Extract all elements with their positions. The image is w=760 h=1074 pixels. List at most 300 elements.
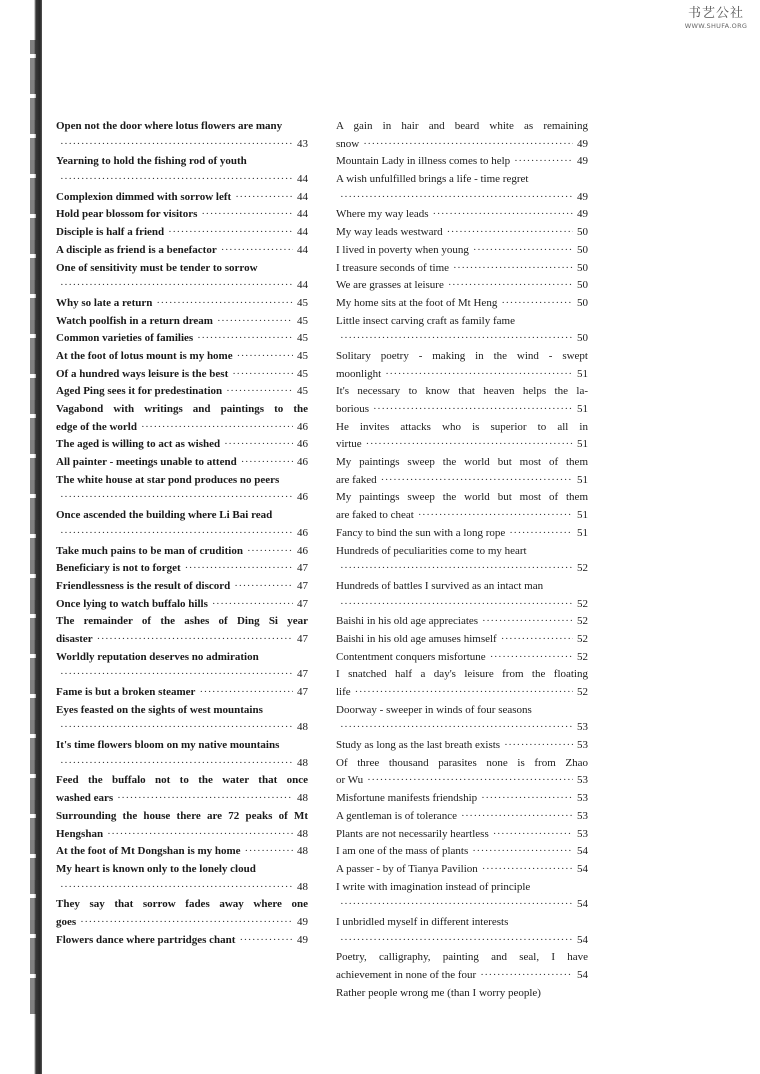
- toc-page-number: 45: [297, 314, 308, 327]
- toc-page-number: 46: [297, 420, 308, 433]
- toc-entry-line: [56, 206, 308, 224]
- toc-page-number: 48: [297, 792, 308, 805]
- toc-entry: [56, 454, 308, 472]
- toc-dot-leader: [381, 472, 573, 490]
- toc-entry-line: [336, 790, 588, 808]
- toc-entry-title: Plants are not necessarily heartless: [336, 827, 489, 840]
- toc-page-number: 44: [297, 279, 308, 292]
- toc-page-number: 45: [297, 349, 308, 362]
- toc-entry-title: Common varieties of families: [56, 332, 194, 345]
- toc-entry-line: [56, 596, 308, 614]
- toc-dot-leader: [340, 330, 573, 348]
- toc-page-number: 50: [577, 243, 588, 256]
- toc-entry-title: Disciple is half a friend: [56, 226, 165, 239]
- toc-dot-leader: [490, 649, 573, 667]
- toc-dot-leader: [447, 224, 573, 242]
- toc-entry-title: Once lying to watch buffalo hills: [56, 597, 208, 610]
- toc-dot-leader: [197, 330, 293, 348]
- toc-entry-line: [56, 313, 308, 331]
- toc-entry-line: [56, 436, 308, 454]
- toc-entry: [336, 153, 588, 171]
- toc-page-number: 51: [577, 509, 588, 522]
- toc-dot-leader: [355, 684, 573, 702]
- toc-entry: [336, 206, 588, 224]
- toc-dot-leader: [482, 613, 573, 631]
- toc-entry: [56, 772, 308, 807]
- toc-entry: [336, 260, 588, 278]
- toc-page-number: 49: [297, 915, 308, 928]
- toc-entry-line: [56, 454, 308, 472]
- toc-entry: [56, 189, 308, 207]
- toc-page-number: 45: [297, 296, 308, 309]
- toc-dot-leader: [234, 578, 293, 596]
- toc-entry-title-line: Worldly reputation deserves no admiration: [56, 650, 259, 663]
- toc-dot-leader: [340, 189, 573, 207]
- toc-page-number: 46: [297, 544, 308, 557]
- toc-entry: [56, 472, 308, 507]
- toc-page-number: 53: [577, 739, 588, 752]
- toc-entry-line: [336, 684, 588, 702]
- toc-dot-leader: [117, 790, 293, 808]
- toc-entry-title-line: They say that sorrow fades away where one: [56, 898, 308, 911]
- toc-page-number: 53: [577, 792, 588, 805]
- toc-entry-title: Hengshan: [56, 827, 104, 840]
- toc-entry: [56, 295, 308, 313]
- toc-dot-leader: [60, 755, 293, 773]
- toc-dot-leader: [60, 719, 293, 737]
- toc-entry-title-line: The white house at star pond produces no peers: [56, 473, 280, 486]
- toc-entry-title: disaster: [56, 632, 93, 645]
- toc-entry-title: Take much pains to be man of crudition: [56, 544, 243, 557]
- toc-entry: [56, 737, 308, 772]
- toc-dot-leader: [239, 932, 293, 950]
- toc-entry: [336, 985, 588, 1003]
- toc-dot-leader: [60, 879, 293, 897]
- toc-entry-line: [56, 843, 308, 861]
- toc-entry: [336, 489, 588, 524]
- toc-entry-title-line: A gain in hair and beard white as remaining: [336, 120, 588, 132]
- toc-entry-line: [56, 755, 308, 773]
- toc-entry-line: [336, 525, 588, 543]
- toc-entry: [336, 808, 588, 826]
- toc-entry-title: or Wu: [336, 774, 364, 787]
- toc-entry-title-line: Eyes feasted on the sights of west mountains: [56, 703, 263, 716]
- toc-entry-title: My home sits at the foot of Mt Heng: [336, 296, 498, 309]
- toc-entry-line: [56, 366, 308, 384]
- toc-entry-title-line: A wish unfulfilled brings a life - time regret: [336, 173, 529, 186]
- toc-page-number: 51: [577, 438, 588, 451]
- toc-entry: [336, 295, 588, 313]
- toc-dot-leader: [366, 436, 573, 454]
- toc-entry: [336, 702, 588, 737]
- toc-dot-leader: [185, 560, 293, 578]
- toc-entry: [336, 525, 588, 543]
- toc-entry: [56, 330, 308, 348]
- toc-entry-title: The aged is willing to act as wished: [56, 438, 221, 451]
- toc-dot-leader: [340, 932, 573, 950]
- toc-entry-line: [56, 136, 308, 154]
- toc-entry: [336, 790, 588, 808]
- toc-entry: [336, 861, 588, 879]
- toc-entry: [56, 436, 308, 454]
- toc-entry-line: [336, 242, 588, 260]
- toc-entry-line: [56, 543, 308, 561]
- toc-page-number: 48: [297, 880, 308, 893]
- toc-entry-title: Fancy to bind the sun with a long rope: [336, 526, 506, 539]
- toc-entry: [56, 613, 308, 648]
- toc-page-number: 52: [577, 562, 588, 575]
- toc-entry: [56, 242, 308, 260]
- toc-entry-line: [56, 189, 308, 207]
- toc-entry-title: Study as long as the last breath exists: [336, 739, 501, 752]
- toc-entry-line: [56, 914, 308, 932]
- toc-page-number: 45: [297, 385, 308, 398]
- toc-entry-line: [336, 596, 588, 614]
- toc-entry: [56, 932, 308, 950]
- toc-entry-title: A passer - by of Tianya Pavilion: [336, 862, 478, 875]
- toc-entry: [336, 949, 588, 984]
- toc-entry-title-line: The remainder of the ashes of Ding Si year: [56, 615, 308, 628]
- toc-entry-line: [56, 224, 308, 242]
- toc-page-number: 53: [577, 809, 588, 822]
- toc-dot-leader: [472, 843, 573, 861]
- toc-page-number: 52: [577, 632, 588, 645]
- toc-dot-leader: [247, 543, 293, 561]
- toc-dot-leader: [501, 295, 573, 313]
- toc-entry-title: Complexion dimmed with sorrow left: [56, 190, 232, 203]
- toc-page-number: 46: [297, 456, 308, 469]
- toc-entry-line: [336, 896, 588, 914]
- toc-page-number: 48: [297, 827, 308, 840]
- scan-binding-edge: [0, 0, 42, 1074]
- toc-dot-leader: [60, 277, 293, 295]
- toc-dot-leader: [60, 136, 293, 154]
- toc-dot-leader: [340, 896, 573, 914]
- toc-entry-title: Contentment conquers misfortune: [336, 650, 486, 663]
- toc-entry-line: [56, 826, 308, 844]
- toc-dot-leader: [237, 348, 293, 366]
- toc-entry-title-line: Vagabond with writings and paintings to the: [56, 403, 308, 415]
- toc-page-number: 48: [297, 756, 308, 769]
- toc-dot-leader: [481, 790, 573, 808]
- toc-entry: [336, 737, 588, 755]
- toc-page-number: 44: [297, 173, 308, 186]
- toc-entry-title: borious: [336, 403, 369, 415]
- toc-page-number: 49: [577, 155, 588, 168]
- toc-page-number: 48: [297, 845, 308, 858]
- toc-entry-line: [336, 808, 588, 826]
- toc-entry-title: At the foot of lotus mount is my home: [56, 349, 233, 362]
- toc-entry-line: [336, 224, 588, 242]
- toc-page-number: 50: [577, 279, 588, 292]
- toc-entry-title: achievement in none of the four: [336, 969, 477, 981]
- toc-entry-line: [56, 242, 308, 260]
- toc-dot-leader: [241, 454, 293, 472]
- toc-entry-title-line: Hundreds of peculiarities come to my heart: [336, 544, 527, 557]
- toc-entry: [56, 401, 308, 436]
- toc-page-number: 46: [297, 491, 308, 504]
- toc-entry-title: We are grasses at leisure: [336, 279, 444, 292]
- toc-entry-title: Misfortune manifests friendship: [336, 792, 478, 805]
- toc-dot-leader: [221, 242, 293, 260]
- toc-dot-leader: [385, 366, 573, 384]
- toc-dot-leader: [514, 153, 573, 171]
- toc-page-number: 51: [577, 526, 588, 539]
- toc-entry: [56, 808, 308, 843]
- toc-entry-title-line: My paintings sweep the world but most of them: [336, 491, 588, 504]
- toc-entry-title: moonlight: [336, 367, 382, 380]
- toc-entry-line: [336, 985, 588, 1003]
- toc-dot-leader: [107, 826, 293, 844]
- toc-entry: [336, 649, 588, 667]
- toc-dot-leader: [97, 631, 293, 649]
- toc-page-number: 54: [577, 933, 588, 946]
- toc-entry-title-line: Little insect carving craft as family fame: [336, 314, 515, 327]
- toc-entry-line: [56, 666, 308, 684]
- toc-entry-title: Aged Ping sees it for predestination: [56, 385, 223, 398]
- toc-entry-line: [56, 684, 308, 702]
- toc-dot-leader: [217, 313, 293, 331]
- toc-dot-leader: [418, 507, 573, 525]
- toc-entry-title-line: I write with imagination instead of principle: [336, 880, 531, 893]
- toc-dot-leader: [224, 436, 293, 454]
- toc-page-number: 47: [297, 597, 308, 610]
- toc-entry: [336, 242, 588, 260]
- toc-dot-leader: [433, 206, 573, 224]
- toc-entry-line: [336, 507, 588, 525]
- toc-entry: [56, 896, 308, 931]
- toc-entry-line: [56, 719, 308, 737]
- toc-entry-title: Mountain Lady in illness comes to help: [336, 155, 511, 168]
- toc-page-number: 52: [577, 597, 588, 610]
- toc-entry-line: [336, 366, 588, 384]
- toc-entry-title: edge of the world: [56, 420, 137, 433]
- toc-entry-line: [56, 932, 308, 950]
- toc-entry-title-line: It's necessary to know that heaven helps the la-: [336, 385, 588, 398]
- toc-page-number: 49: [577, 190, 588, 203]
- toc-entry: [336, 383, 588, 418]
- toc-entry-line: [336, 932, 588, 950]
- toc-entry-title: Baishi in his old age appreciates: [336, 615, 479, 628]
- toc-entry: [56, 366, 308, 384]
- toc-entry-title-line: I snatched half a day's leisure from the floating: [336, 668, 588, 681]
- toc-page-number: 53: [577, 774, 588, 787]
- toc-page-number: 45: [297, 332, 308, 345]
- toc-entry: [56, 206, 308, 224]
- toc-entry-line: [56, 295, 308, 313]
- toc-entry: [336, 543, 588, 578]
- toc-dot-leader: [60, 171, 293, 189]
- toc-dot-leader: [199, 684, 293, 702]
- toc-entry: [336, 348, 588, 383]
- toc-entry-title-line: It's time flowers bloom on my native mountains: [56, 739, 280, 752]
- toc-page-number: 54: [577, 845, 588, 858]
- toc-entry-line: [336, 649, 588, 667]
- toc-page-number: 49: [577, 137, 588, 150]
- toc-entry: [336, 666, 588, 701]
- toc-page-number: 46: [297, 526, 308, 539]
- toc-entry: [336, 224, 588, 242]
- toc-entry: [56, 260, 308, 295]
- toc-entry-title: snow: [336, 137, 360, 150]
- toc-entry-title: Of a hundred ways leisure is the best: [56, 367, 229, 380]
- toc-entry: [336, 578, 588, 613]
- toc-entry-title-line: Feed the buffalo not to the water that once: [56, 774, 308, 787]
- toc-entry-line: [336, 719, 588, 737]
- toc-page-number: 44: [297, 208, 308, 221]
- toc-entry-title: Watch poolfish in a return dream: [56, 314, 213, 327]
- toc-page-number: 49: [297, 933, 308, 946]
- toc-dot-leader: [482, 861, 573, 879]
- toc-entry-line: [336, 737, 588, 755]
- toc-dot-leader: [212, 596, 293, 614]
- toc-entry-title: virtue: [336, 438, 362, 451]
- toc-dot-leader: [60, 525, 293, 543]
- toc-entry-line: [336, 260, 588, 278]
- toc-entry: [336, 454, 588, 489]
- toc-entry: [336, 613, 588, 631]
- toc-page-number: 54: [577, 898, 588, 911]
- toc-entry: [56, 578, 308, 596]
- toc-page-number: 54: [577, 969, 588, 981]
- toc-entry: [56, 843, 308, 861]
- toc-page-number: 50: [577, 226, 588, 239]
- toc-entry-title: A gentleman is of tolerance: [336, 809, 457, 822]
- toc-page-number: 47: [297, 686, 308, 698]
- toc-entry: [56, 313, 308, 331]
- toc-entry-title-line: Surrounding the house there are 72 peaks of Mt: [56, 809, 308, 822]
- toc-entry-line: [336, 613, 588, 631]
- toc-page-number: 53: [577, 721, 588, 734]
- toc-entry-title: Baishi in his old age amuses himself: [336, 632, 497, 645]
- toc-page-number: 48: [297, 721, 308, 734]
- toc-page-number: 50: [577, 296, 588, 309]
- toc-entry: [56, 560, 308, 578]
- toc-dot-leader: [340, 719, 573, 737]
- toc-dot-leader: [501, 631, 573, 649]
- toc-entry: [336, 879, 588, 914]
- toc-entry-title: washed ears: [56, 792, 114, 805]
- toc-entry-line: [336, 206, 588, 224]
- toc-entry-title-line: Hundreds of battles I survived as an intact man: [336, 579, 544, 592]
- toc-entry: [336, 826, 588, 844]
- toc-entry-line: [56, 489, 308, 507]
- toc-dot-leader: [235, 189, 293, 207]
- toc-dot-leader: [201, 206, 293, 224]
- toc-entry-title: are faked to cheat: [336, 509, 414, 522]
- toc-dot-leader: [461, 808, 573, 826]
- toc-dot-leader: [245, 843, 293, 861]
- toc-entry: [56, 348, 308, 366]
- toc-entry: [56, 596, 308, 614]
- toc-dot-leader: [340, 560, 573, 578]
- toc-entry-title-line: One of sensitivity must be tender to sorrow: [56, 261, 258, 274]
- toc-entry-title-line: Yearning to hold the fishing rod of youth: [56, 155, 247, 168]
- toc-entry-line: [336, 472, 588, 490]
- toc-entry: [56, 224, 308, 242]
- toc-entry: [336, 631, 588, 649]
- toc-entry-title: Beneficiary is not to forget: [56, 562, 181, 575]
- toc-page-number: 50: [577, 332, 588, 345]
- toc-dot-leader: [504, 737, 573, 755]
- toc-entry-line: [336, 843, 588, 861]
- toc-page-number: 44: [297, 243, 308, 256]
- toc-dot-leader: [473, 242, 573, 260]
- watermark-stamp: [680, 6, 752, 30]
- toc-entry-line: [56, 578, 308, 596]
- toc-dot-leader: [367, 772, 573, 790]
- toc-page-number: 51: [577, 367, 588, 380]
- toc-page-number: 47: [297, 632, 308, 645]
- toc-entry-title: I am one of the mass of plants: [336, 845, 469, 858]
- toc-entry-title: My way leads westward: [336, 226, 443, 239]
- toc-entry-line: [336, 560, 588, 578]
- toc-entry-title: Hold pear blossom for visitors: [56, 208, 198, 221]
- toc-entry-line: [336, 295, 588, 313]
- toc-page-number: 50: [577, 261, 588, 274]
- toc-page-number: 53: [577, 827, 588, 840]
- toc-entry-line: [56, 525, 308, 543]
- toc-entry-line: [56, 631, 308, 649]
- toc-entry: [336, 171, 588, 206]
- toc-dot-leader: [363, 136, 573, 154]
- toc-entry-title: At the foot of Mt Dongshan is my home: [56, 845, 241, 858]
- toc-page-number: 49: [577, 208, 588, 221]
- toc-entry-title: I treasure seconds of time: [336, 261, 450, 274]
- toc-entry-line: [336, 136, 588, 154]
- toc-dot-leader: [226, 383, 293, 401]
- toc-right-column: [336, 118, 588, 1002]
- toc-entry-title: goes: [56, 915, 77, 928]
- toc-entry-line: [336, 401, 588, 419]
- toc-entry-line: [336, 277, 588, 295]
- toc-entry: [336, 419, 588, 454]
- toc-entry: [56, 383, 308, 401]
- toc-entry-title-line: I unbridled myself in different interests: [336, 915, 509, 928]
- toc-page-number: 44: [297, 190, 308, 203]
- toc-dot-leader: [156, 295, 293, 313]
- toc-entry: [336, 914, 588, 949]
- toc-entry-title: life: [336, 686, 351, 698]
- toc-entry-title: Where my way leads: [336, 208, 429, 221]
- toc-dot-leader: [340, 596, 573, 614]
- toc-entry-line: [336, 826, 588, 844]
- toc-page-number: 47: [297, 579, 308, 592]
- toc-dot-leader: [453, 260, 573, 278]
- toc-dot-leader: [168, 224, 293, 242]
- toc-entry-line: [336, 631, 588, 649]
- toc-entry-line: [336, 772, 588, 790]
- toc-entry-title: Flowers dance where partridges chant: [56, 933, 236, 946]
- toc-entry-line: [56, 790, 308, 808]
- toc-page-number: 52: [577, 650, 588, 663]
- toc-entry: [56, 543, 308, 561]
- toc-entry-line: [336, 189, 588, 207]
- toc-entry-title: are faked: [336, 473, 377, 486]
- toc-page-number: 44: [297, 226, 308, 239]
- toc-entry-line: [56, 419, 308, 437]
- toc-dot-leader: [493, 826, 573, 844]
- toc-page-number: 46: [297, 438, 308, 451]
- toc-entry-title-line: Poetry, calligraphy, painting and seal, I have: [336, 951, 588, 964]
- toc-entry: [56, 861, 308, 896]
- toc-entry-line: [336, 330, 588, 348]
- toc-dot-leader: [60, 666, 293, 684]
- toc-dot-leader: [448, 277, 573, 295]
- toc-entry: [56, 684, 308, 702]
- toc-entry-line: [56, 277, 308, 295]
- toc-dot-leader: [232, 366, 293, 384]
